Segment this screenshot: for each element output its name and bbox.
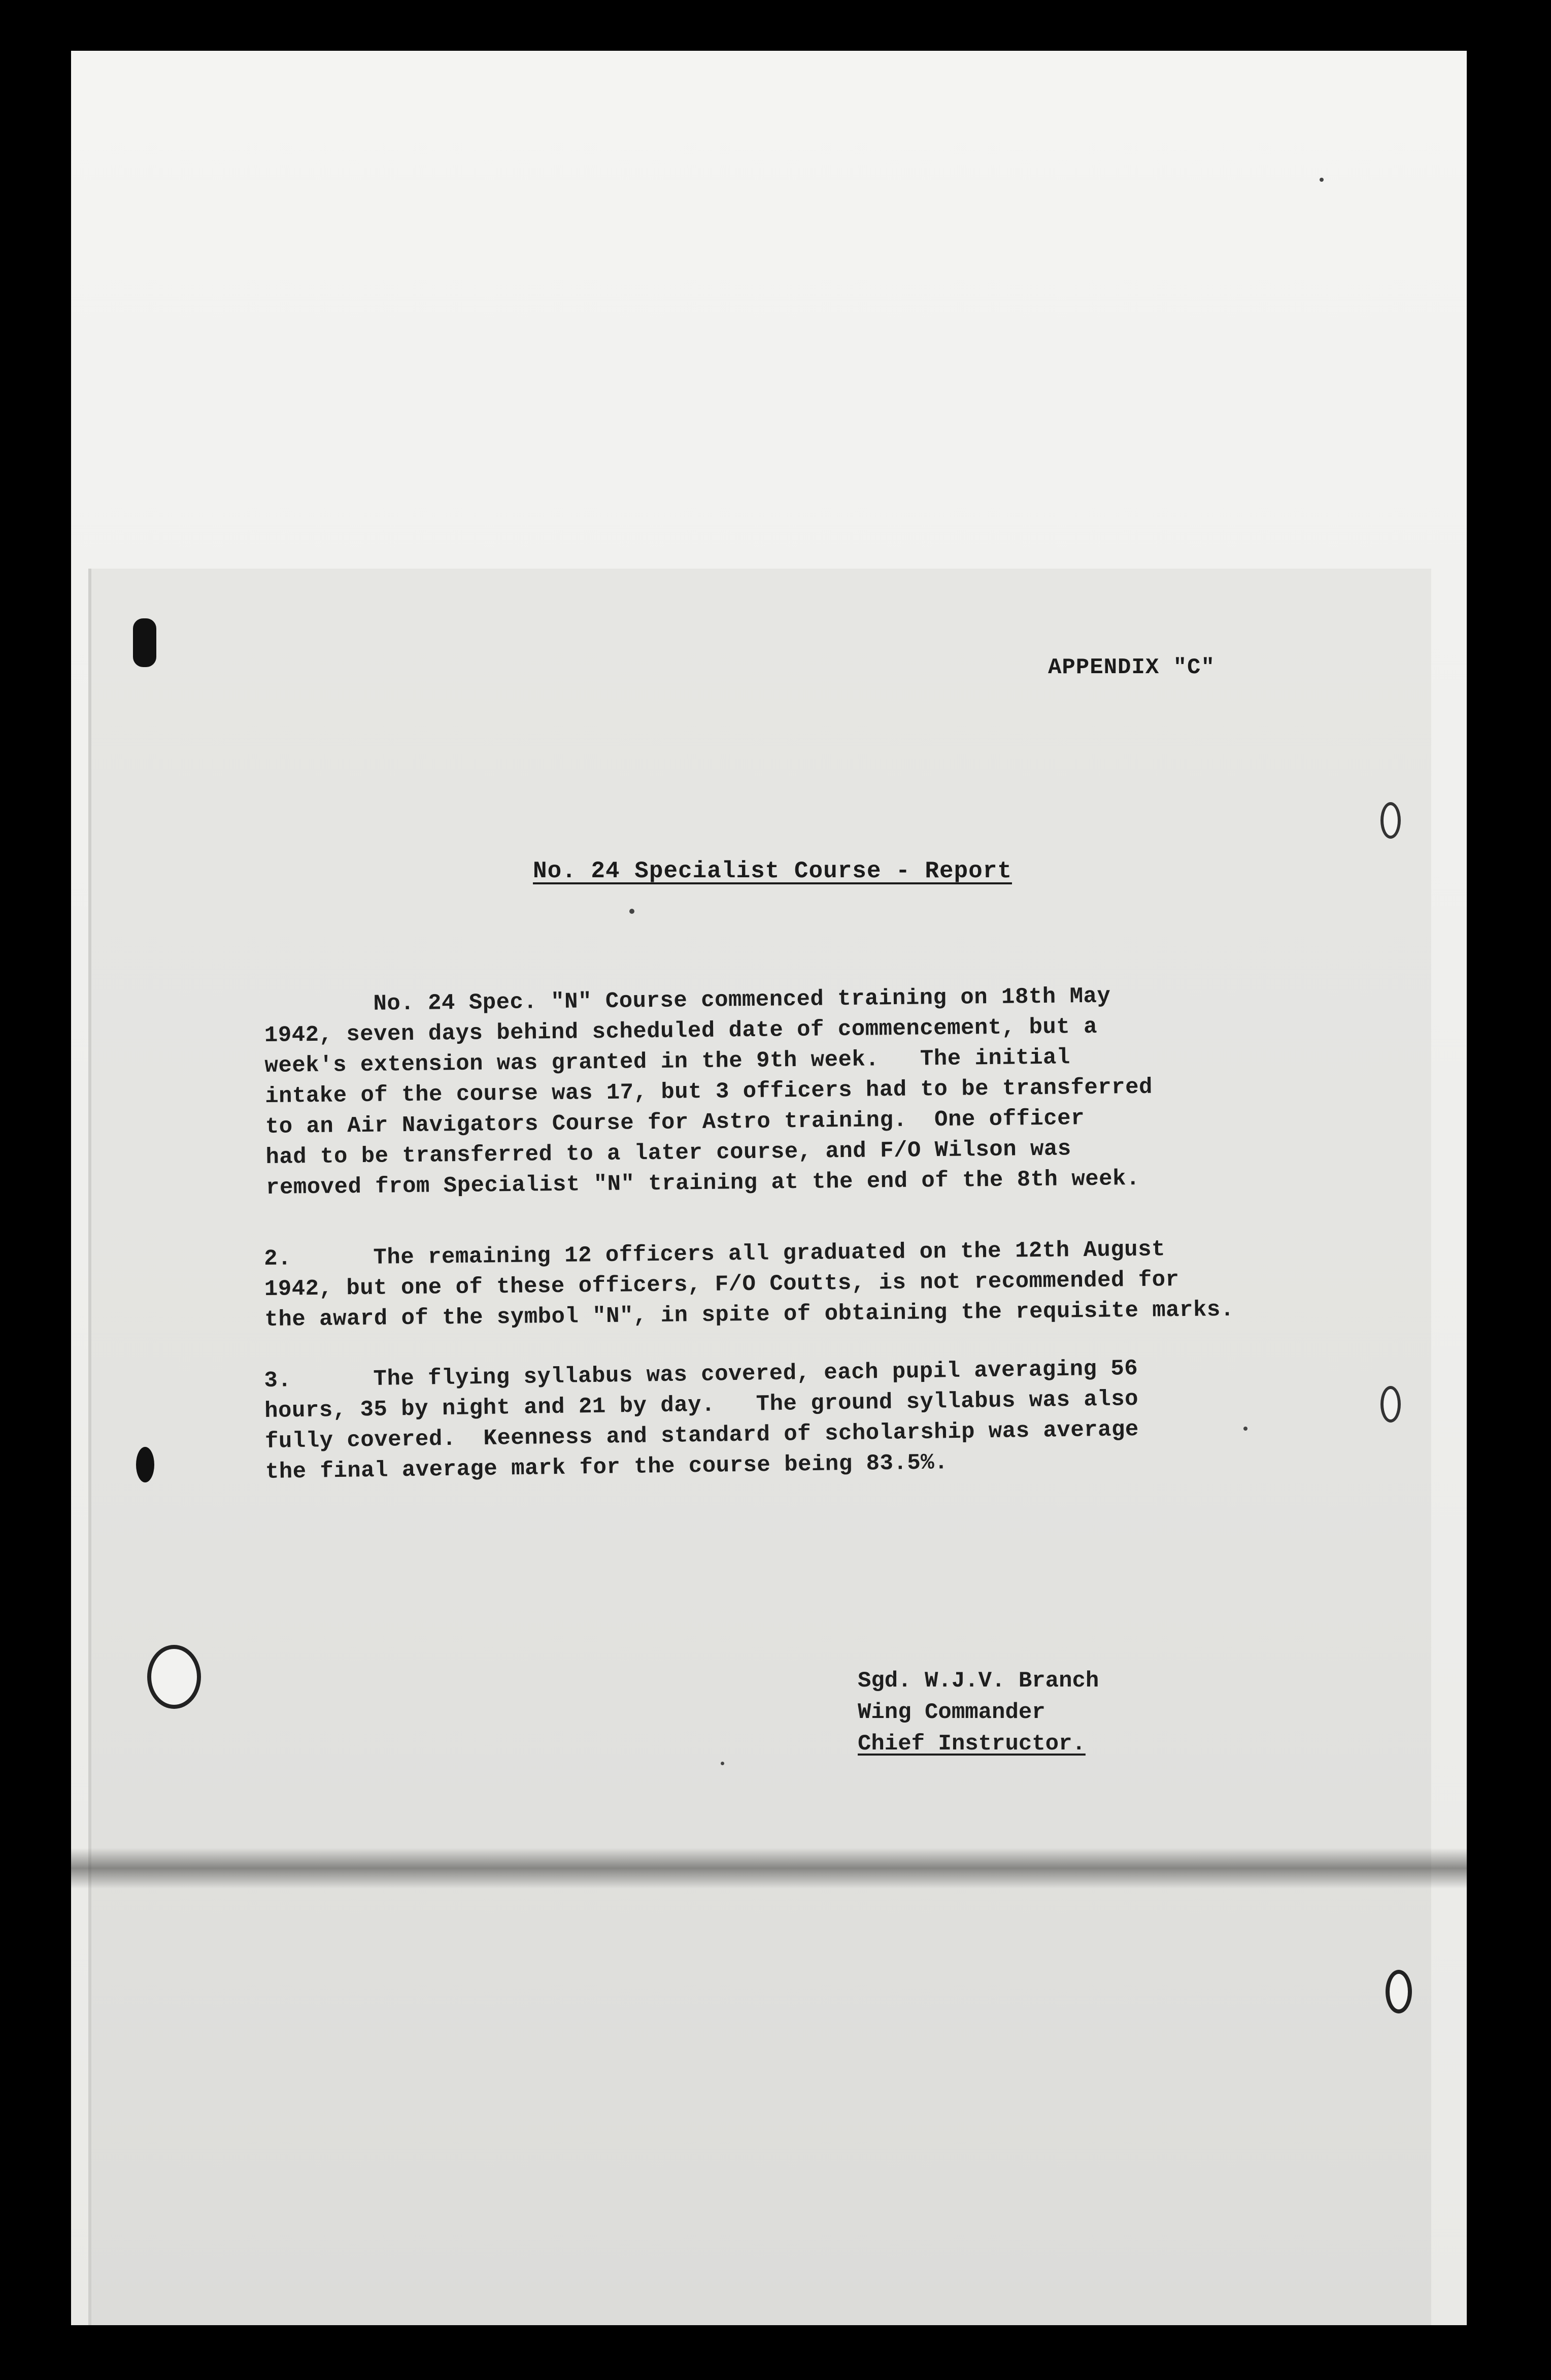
paragraph-line: 3. The flying syllabus was covered, each pupil averaging 56 (264, 1356, 1138, 1394)
paragraph-line: the final average mark for the course being 83.5%. (265, 1450, 949, 1485)
paragraph-line: to an Air Navigators Course for Astro training. One officer (265, 1106, 1085, 1140)
paper-speck (721, 1762, 724, 1765)
paragraph-line: week's extension was granted in the 9th week. The initial (264, 1045, 1071, 1079)
paper-speck (629, 909, 634, 914)
punch-hole (147, 1645, 201, 1709)
paragraph-line: fully covered. Keenness and standard of scholarship was average (264, 1416, 1139, 1455)
paragraph-line: intake of the course was 17, but 3 officers had to be transferred (264, 1074, 1153, 1109)
signature-block (858, 1665, 1099, 1760)
fold-crease (71, 1848, 1467, 1889)
paragraph-line: 1942, seven days behind scheduled date of commencement, but a (264, 1014, 1098, 1048)
paragraph-line: No. 24 Spec. "N" Course commenced training on 18th May (264, 983, 1111, 1018)
punch-hole (1380, 802, 1401, 839)
signature-rank: Wing Commander (858, 1700, 1046, 1725)
paragraph-line: removed from Specialist "N" training at the end of the 8th week. (265, 1166, 1140, 1201)
paragraph-line: the award of the symbol "N", in spite of obtaining the requisite marks. (264, 1297, 1234, 1333)
punch-hole (136, 1447, 154, 1482)
punch-hole (1386, 1970, 1412, 2013)
paragraph-line: 2. The remaining 12 officers all graduated on the 12th August (264, 1237, 1166, 1272)
signature-name: Sgd. W.J.V. Branch (858, 1668, 1099, 1694)
punch-hole (133, 618, 156, 667)
paper-speck (1320, 178, 1324, 182)
appendix-label: APPENDIX "C" (1048, 655, 1215, 680)
paragraph-line: had to be transferred to a later course, and F/O Wilson was (265, 1136, 1071, 1170)
paragraph-line: hours, 35 by night and 21 by day. The ground syllabus was also (264, 1386, 1139, 1424)
signature-title: Chief Instructor. (858, 1731, 1086, 1757)
page-title: No. 24 Specialist Course - Report (533, 858, 1012, 884)
paragraph-2 (264, 1233, 1280, 1335)
punch-hole (1380, 1386, 1401, 1423)
paragraph-1 (264, 979, 1281, 1203)
paragraph-3 (264, 1351, 1280, 1487)
paragraph-line: 1942, but one of these officers, F/O Coutts, is not recommended for (264, 1267, 1179, 1302)
